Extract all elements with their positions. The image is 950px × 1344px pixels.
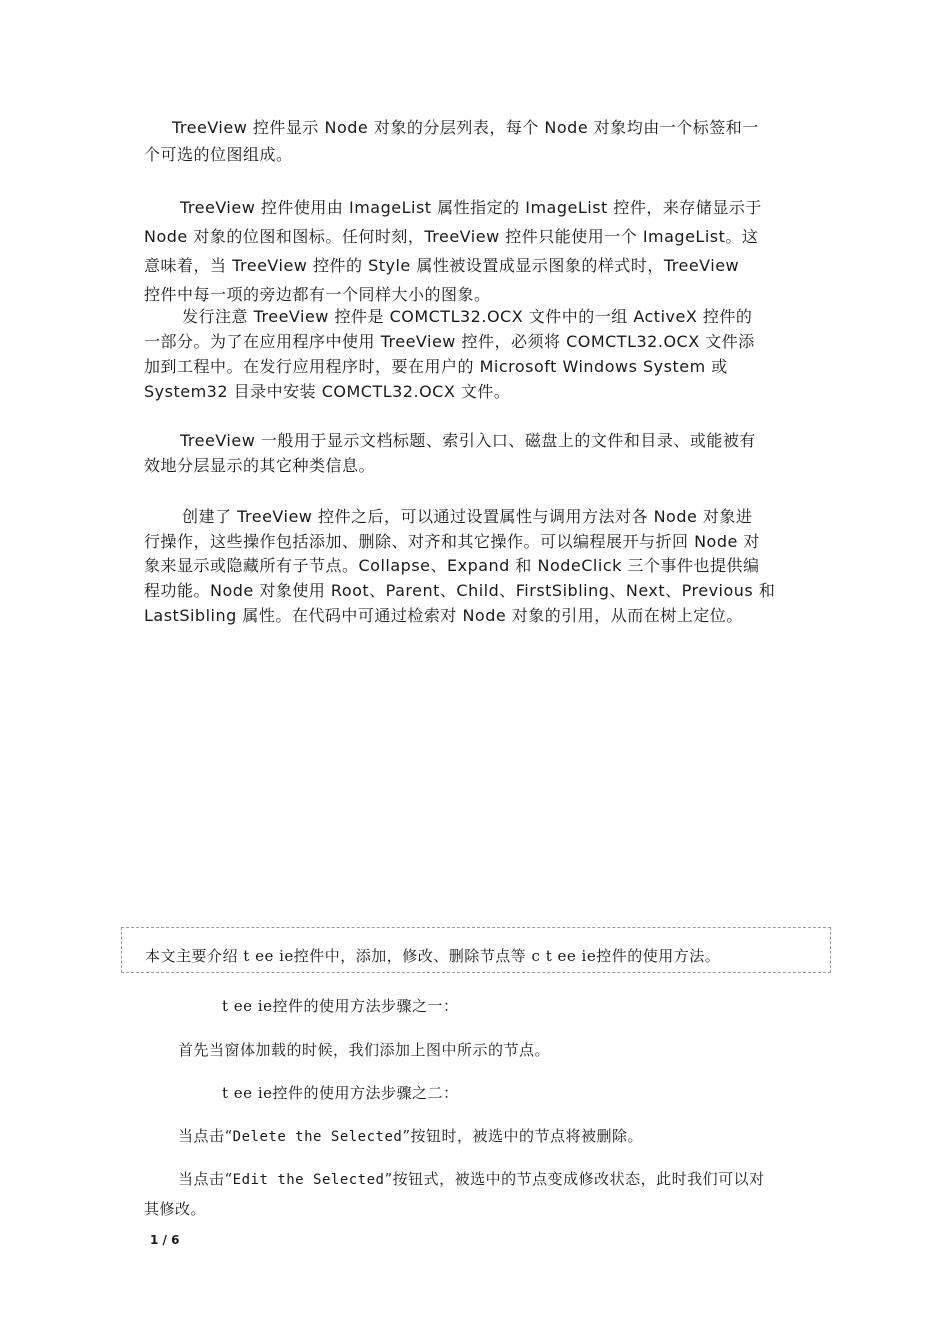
- paragraph-3-line-4: System32 目录中安装 COMCTL32.OCX 文件。: [144, 382, 511, 401]
- delete-selected-button-name: Delete the Selected: [232, 1129, 403, 1145]
- edit-selected-button-name: Edit the Selected: [232, 1172, 385, 1188]
- paragraph-1-line-1: TreeView 控件显示 Node 对象的分层列表，每个 Node 对象均由一个标签和一: [172, 118, 759, 137]
- paragraph-2-line-1: TreeView 控件使用由 ImageList 属性指定的 ImageList 控件，来存储显示于: [180, 198, 762, 217]
- paragraph-5-line-2: 行操作，这些操作包括添加、删除、对齐和其它操作。可以编程展开与折回 Node 对: [144, 532, 760, 551]
- paragraph-2-line-2: Node 对象的位图和图标。任何时刻，TreeView 控件只能使用一个 ImageList。这: [144, 227, 759, 246]
- paragraph-2-line-3: 意味着，当 TreeView 控件的 Style 属性被设置成显示图象的样式时，TreeView: [144, 256, 740, 275]
- step-3-text-suffix: ”按钮式，被选中的节点变成修改状态，此时我们可以对: [384, 1170, 765, 1188]
- paragraph-3-line-2: 一部分。为了在应用程序中使用 TreeView 控件，必须将 COMCTL32.OCX 文件添: [144, 332, 755, 351]
- step-2-text-suffix: ”按钮时，被选中的节点将被删除。: [402, 1127, 643, 1145]
- step-1-heading: t ee ie控件的使用方法步骤之一：: [222, 997, 459, 1015]
- step-2-text-prefix: 当点击“: [178, 1127, 233, 1145]
- paragraph-5-line-3: 象来显示或隐藏所有子节点。Collapse、Expand 和 NodeClick 三个事件也提供编: [144, 556, 760, 575]
- paragraph-5-line-1: 创建了 TreeView 控件之后，可以通过设置属性与调用方法对各 Node 对象进: [182, 507, 753, 526]
- step-3-text: [178, 1169, 765, 1190]
- step-1-text: 首先当窗体加载的时候，我们添加上图中所示的节点。: [178, 1041, 551, 1059]
- paragraph-3-line-1: 发行注意 TreeView 控件是 COMCTL32.OCX 文件中的一组 ActiveX 控件的: [182, 307, 753, 326]
- paragraph-5-line-4: 程功能。Node 对象使用 Root、Parent、Child、FirstSibling、Next、Previous 和: [144, 581, 776, 600]
- step-3-text-line-2: 其修改。: [144, 1200, 207, 1218]
- paragraph-5-line-5: LastSibling 属性。在代码中可通过检索对 Node 对象的引用，从而在树上定位。: [144, 606, 743, 625]
- paragraph-3-line-3: 加到工程中。在发行应用程序时，要在用户的 Microsoft Windows System 或: [144, 357, 728, 376]
- step-3-text-prefix: 当点击“: [178, 1170, 233, 1188]
- paragraph-2-line-4: 控件中每一项的旁边都有一个同样大小的图象。: [144, 285, 491, 304]
- step-2-heading: t ee ie控件的使用方法步骤之二：: [222, 1084, 459, 1102]
- step-2-text: [178, 1126, 643, 1147]
- intro-box-text: 本文主要介绍 t ee ie控件中，添加，修改、删除节点等 c t ee ie控件的使用方法。: [145, 947, 721, 965]
- paragraph-1-line-2: 个可选的位图组成。: [144, 145, 293, 164]
- paragraph-4-line-2: 效地分层显示的其它种类信息。: [144, 456, 376, 475]
- paragraph-4-line-1: TreeView 一般用于显示文档标题、索引入口、磁盘上的文件和目录、或能被有: [180, 431, 756, 450]
- page-number: 1 / 6: [150, 1233, 180, 1247]
